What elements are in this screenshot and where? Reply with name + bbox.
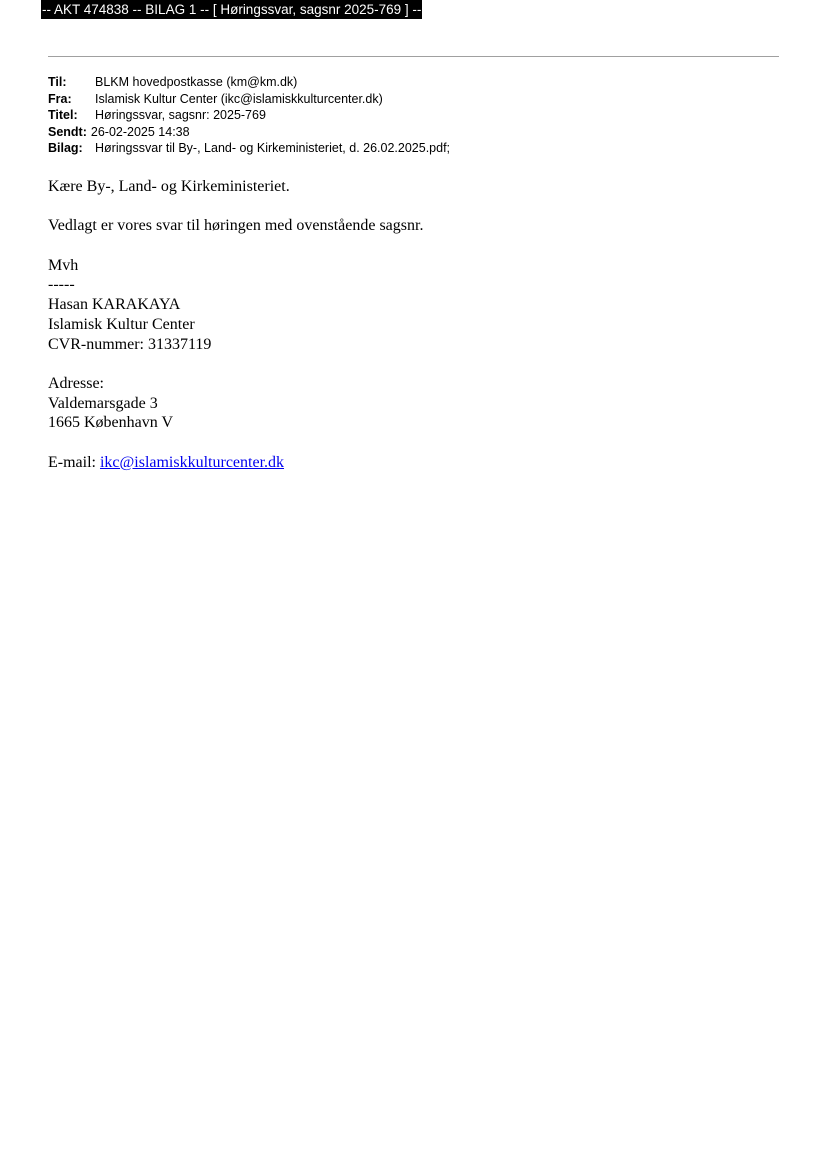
address-label: Adresse: [48, 374, 104, 392]
signer-name: Hasan KARAKAYA [48, 296, 181, 314]
to-value: BLKM hovedpostkasse (km@km.dk) [95, 75, 298, 89]
sent-row [48, 124, 450, 141]
greeting: Kære By-, Land- og Kirkeministeriet. [48, 178, 290, 195]
to-label: Til: [48, 75, 67, 89]
closing: Mvh [48, 256, 79, 274]
from-value: Islamisk Kultur Center (ikc@islamiskkulturcenter.dk) [95, 91, 383, 106]
attachment-value: Høringssvar til By-, Land- og Kirkeministeriet, d. 26.02.2025.pdf; [95, 141, 451, 155]
organization-name: Islamisk Kultur Center [48, 315, 195, 333]
header-divider [48, 56, 779, 57]
address-city: 1665 København V [48, 414, 174, 432]
attachment-label: Bilag: [48, 141, 83, 155]
signature-separator: ----- [48, 276, 75, 294]
cvr-number: CVR-nummer: 31337119 [48, 335, 212, 353]
document-banner: -- AKT 474838 -- BILAG 1 -- [ Høringssvar, sagsnr 2025-769 ] -- [42, 2, 422, 17]
address-street: Valdemarsgade 3 [48, 394, 158, 412]
email-line [48, 453, 423, 473]
email-header-block [48, 74, 450, 157]
attachment-row [48, 140, 450, 157]
to-row [48, 74, 450, 91]
sent-label: Sendt: [48, 124, 87, 139]
sent-value: 26-02-2025 14:38 [90, 124, 190, 139]
title-value: Høringssvar, sagsnr: 2025-769 [95, 108, 266, 122]
email-body [48, 177, 423, 472]
from-label: Fra: [48, 91, 72, 106]
email-link[interactable]: ikc@islamiskkulturcenter.dk [99, 453, 285, 471]
title-label: Titel: [48, 108, 78, 122]
message-text: Vedlagt er vores svar til høringen med ovenstående sagsnr. [48, 217, 424, 235]
title-row [48, 107, 450, 124]
from-row [48, 91, 450, 108]
email-label: E-mail: [48, 453, 100, 471]
